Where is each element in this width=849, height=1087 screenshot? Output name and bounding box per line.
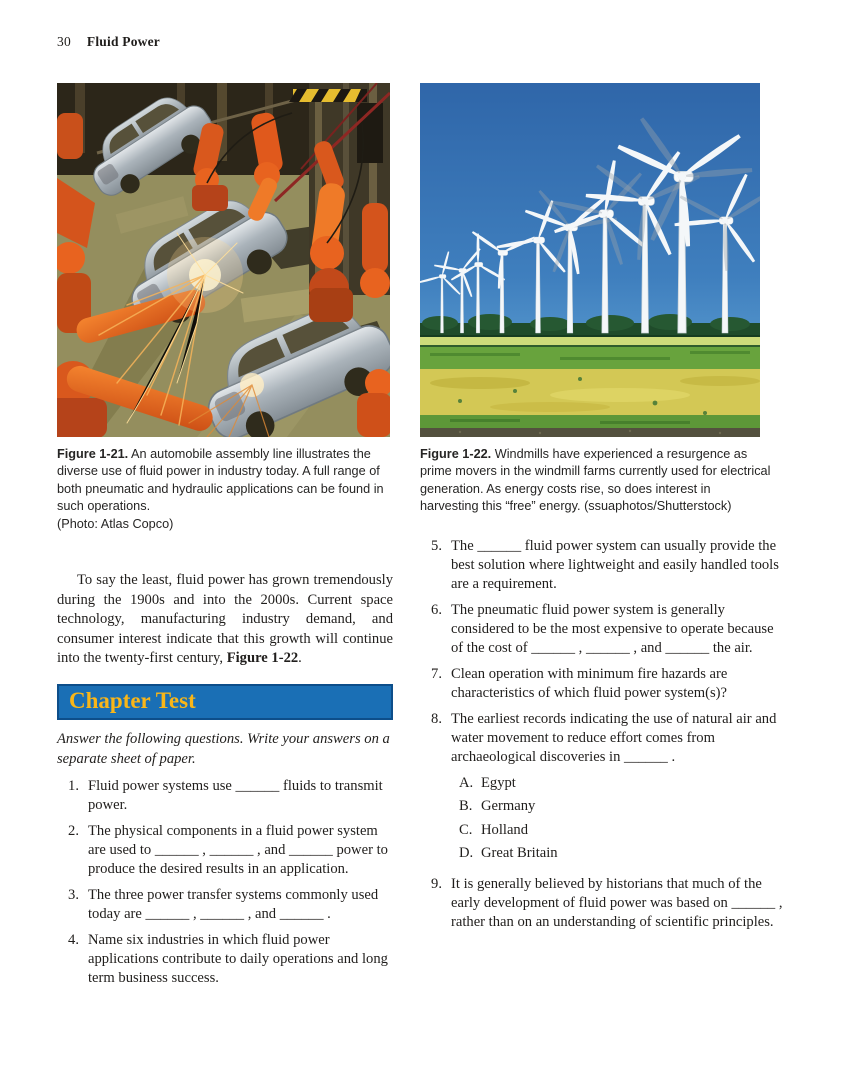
figure-1-21-credit: (Photo: Atlas Copco) [57, 516, 174, 531]
field [420, 337, 760, 437]
test-instructions: Answer the following questions. Write your answers on a separate sheet of paper. [57, 731, 390, 767]
question-number: 4. [68, 932, 79, 949]
option-d [451, 842, 784, 866]
chapter-test-banner [57, 684, 393, 720]
question-7 [420, 665, 784, 703]
figure-1-21-caption [57, 446, 393, 533]
figure-1-21-image [57, 83, 390, 437]
question-8 [420, 710, 784, 868]
question-text: Clean operation with minimum fire hazards are characteristics of which fluid power system(s)? [451, 665, 728, 701]
questions-1-4 [57, 777, 393, 988]
question-number: 1. [68, 778, 79, 795]
left-column [57, 83, 393, 995]
question-text: The ______ fluid power system can usually provide the best solution where lightweight and easily handled tools are a requirement. [451, 537, 779, 592]
question-text: Name six industries in which fluid power applications contribute to daily operations and long term business success. [88, 932, 388, 987]
question-text: The physical components in a fluid power system are used to ______ , ______ , and ______ power to produce the desired results in an application. [88, 823, 388, 878]
option-letter: B. [459, 798, 473, 815]
question-3 [57, 886, 393, 924]
question-number: 2. [68, 823, 79, 840]
question-2 [57, 822, 393, 879]
question-5 [420, 537, 784, 594]
question-number: 8. [431, 710, 442, 727]
figure-1-22-image [420, 83, 760, 437]
figure-1-22-label: Figure 1-22. [420, 447, 492, 461]
question-number: 6. [431, 601, 442, 618]
intro-text-end: . [298, 650, 302, 667]
question-text: The three power transfer systems commonly used today are ______ , ______ , and ______ . [88, 887, 379, 923]
intro-text: To say the least, fluid power has grown tremendously during the 1900s and into the 2000s. Current space technology, manufacturing industry demand, and consumer interest indicate that this growth will continue into the twenty-first century, [57, 572, 393, 667]
option-text: Great Britain [481, 845, 558, 862]
question-4 [57, 931, 393, 988]
option-a [451, 772, 784, 796]
questions-5-9 [420, 537, 784, 932]
figure-reference: Figure 1-22 [226, 650, 299, 667]
option-text: Egypt [481, 774, 516, 791]
question-text: Fluid power systems use ______ fluids to transmit power. [88, 778, 383, 814]
intro-paragraph [57, 571, 393, 669]
option-letter: D. [459, 845, 474, 862]
question-text: It is generally believed by historians that much of the early development of fluid power was based on ______ , rather than on an understanding of scientific principles. [451, 875, 783, 930]
figure-1-21-label: Figure 1-21. [57, 447, 129, 461]
figure-1-22-caption [420, 446, 772, 516]
option-letter: C. [459, 821, 473, 838]
question-9 [420, 875, 784, 932]
chapter-test-title: Chapter Test [69, 688, 196, 713]
question-6 [420, 601, 784, 658]
option-b [451, 795, 784, 819]
question-number: 7. [431, 665, 442, 682]
running-title: Fluid Power [86, 34, 160, 49]
question-number: 5. [431, 537, 442, 554]
option-letter: A. [459, 774, 474, 791]
option-text: Holland [481, 821, 529, 838]
option-text: Germany [481, 798, 536, 815]
right-column [420, 83, 784, 939]
question-number: 9. [431, 875, 442, 892]
page-number: 30 [57, 34, 71, 49]
question-1 [57, 777, 393, 815]
question-number: 3. [68, 887, 79, 904]
figure-1-22-caption-text: Windmills have experienced a resurgence as prime movers in the windmill farms currently used for electrical generation. As energy costs rise, so does interest in harvesting this “free” energy. (ssuaphotos/Shutterstock) [420, 447, 771, 514]
running-header [57, 34, 160, 50]
question-8-options [451, 772, 784, 866]
figure-1-21-caption-text: An automobile assembly line illustrates the diverse use of fluid power in industry today. A full range of both pneumatic and hydraulic applications can be found in such operations. [57, 447, 384, 514]
option-c [451, 819, 784, 843]
question-text: The pneumatic fluid power system is generally considered to be the most expensive to operate because of the cost of ______ , ______ , and ______ the air. [451, 601, 774, 656]
question-text: The earliest records indicating the use of natural air and water movement to reduce effort comes from archaeological discoveries in ______ . [451, 710, 777, 765]
